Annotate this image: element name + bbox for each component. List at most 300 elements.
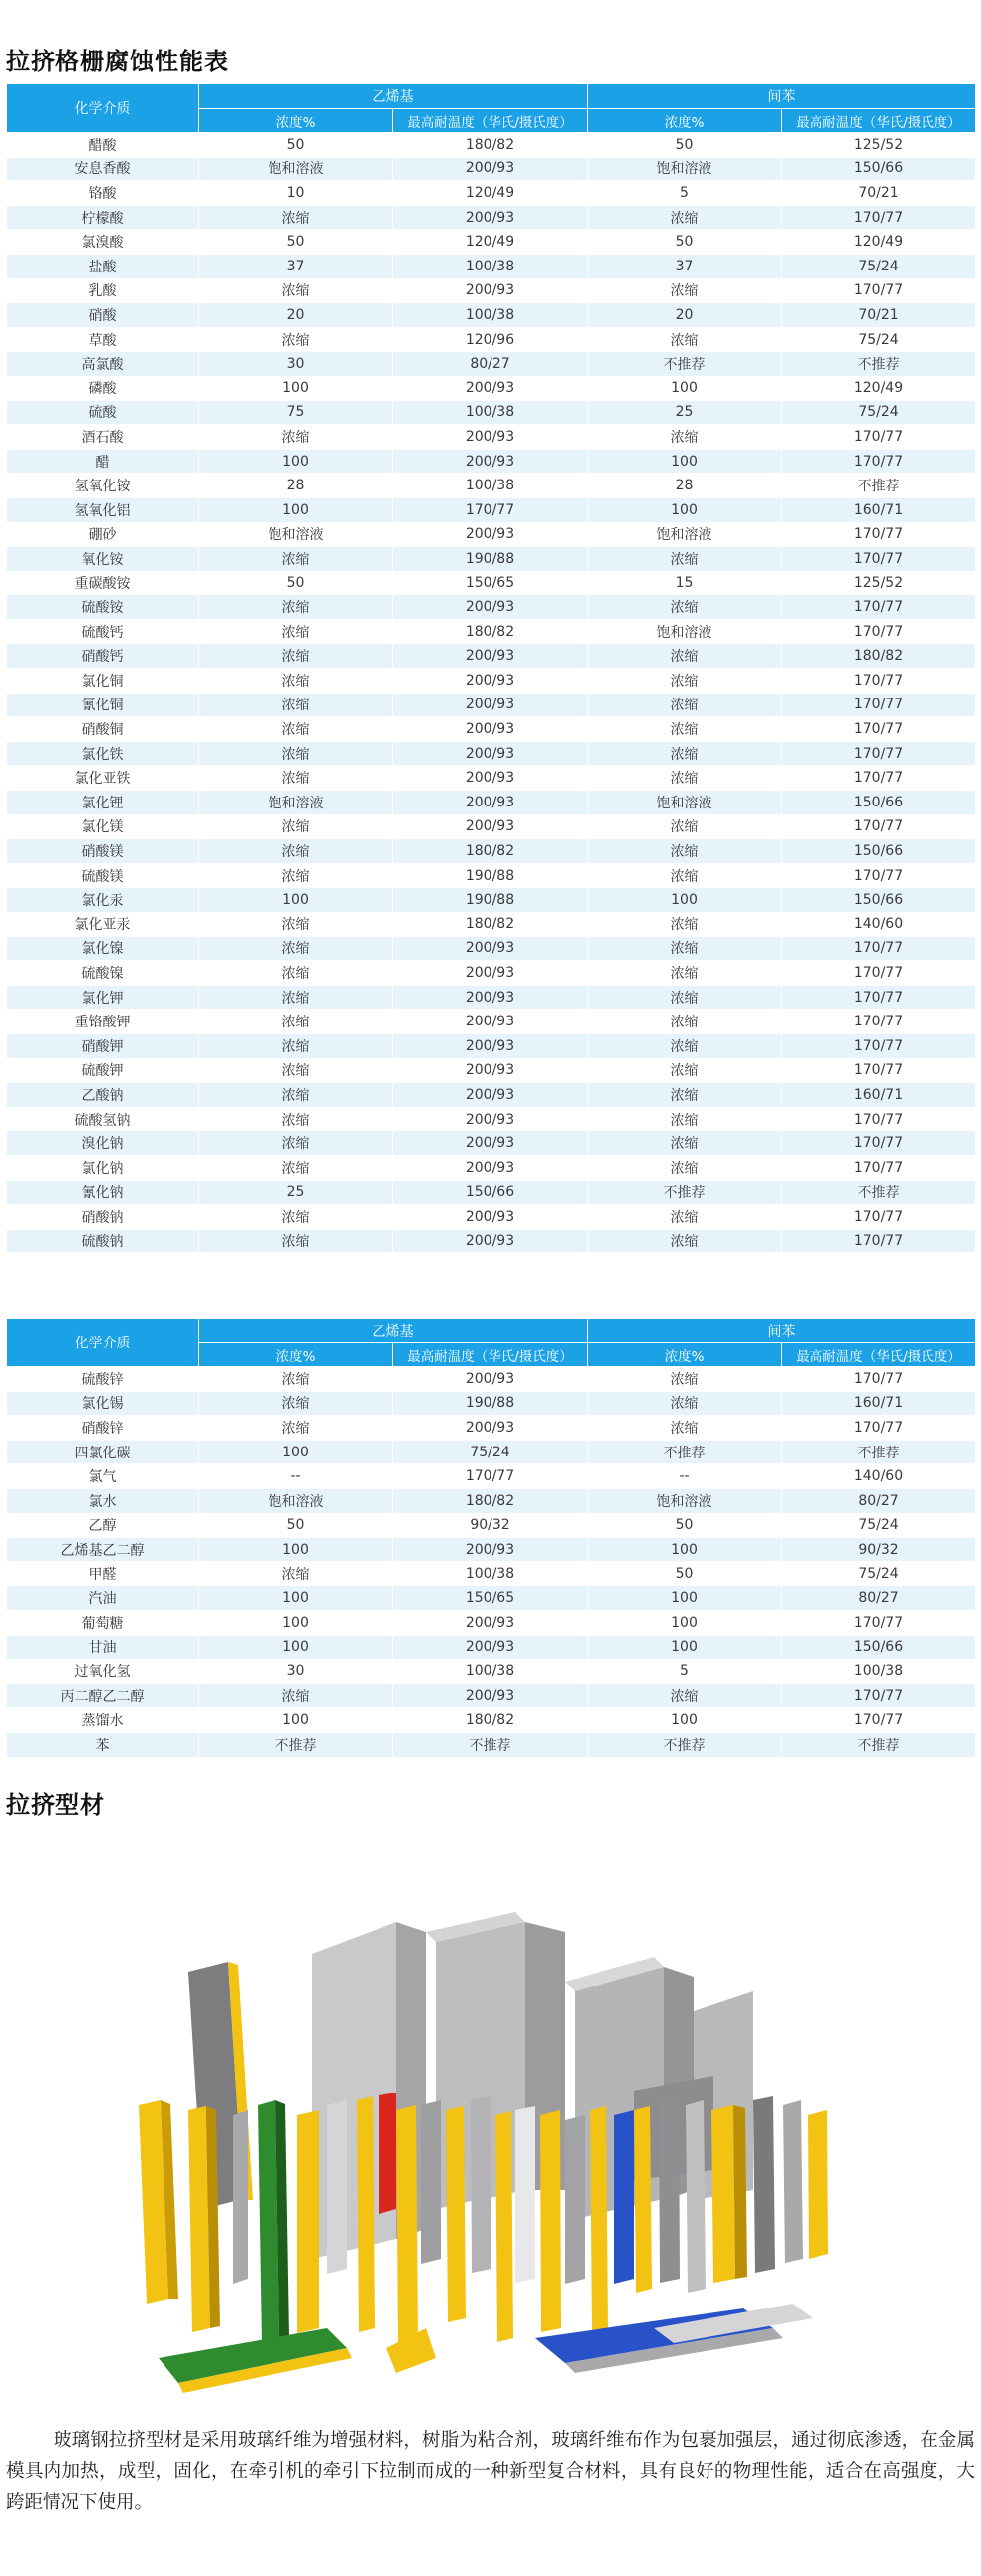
table-row — [7, 1586, 976, 1611]
value-cell: 浓缩 — [199, 1083, 393, 1108]
value-cell: -- — [588, 1464, 782, 1489]
chemical-name-cell: 硫酸钙 — [7, 619, 199, 644]
value-cell: 浓缩 — [199, 1010, 393, 1034]
chemical-name-cell: 重铬酸钾 — [7, 1010, 199, 1034]
value-cell: 浓缩 — [588, 1367, 782, 1392]
chemical-name-cell: 硝酸钙 — [7, 644, 199, 669]
value-cell: 200/93 — [393, 741, 588, 766]
value-cell: 50 — [588, 133, 782, 158]
value-cell: 饱和溶液 — [588, 619, 782, 644]
header-max-temp: 最高耐温度（华氏/摄氏度） — [782, 1343, 976, 1367]
value-cell: 15 — [588, 571, 782, 595]
table-row — [7, 230, 976, 255]
value-cell: 100 — [199, 1708, 393, 1733]
value-cell: 100 — [588, 376, 782, 400]
value-cell: 浓缩 — [199, 1033, 393, 1058]
value-cell: 100 — [588, 1610, 782, 1635]
chemical-name-cell: 硼砂 — [7, 522, 199, 547]
value-cell: 200/93 — [393, 1033, 588, 1058]
chemical-name-cell: 葡萄糖 — [7, 1610, 199, 1635]
value-cell: 30 — [199, 1660, 393, 1684]
value-cell: 浓缩 — [588, 595, 782, 620]
value-cell: 浓缩 — [588, 839, 782, 864]
value-cell: 200/93 — [393, 1131, 588, 1156]
chemical-name-cell: 酒石酸 — [7, 425, 199, 450]
chemical-name-cell: 氰化铜 — [7, 693, 199, 717]
value-cell: 100 — [588, 1538, 782, 1562]
value-cell: 100 — [588, 449, 782, 474]
chemical-name-cell: 安息香酸 — [7, 157, 199, 181]
value-cell: 浓缩 — [588, 205, 782, 230]
value-cell: 75/24 — [782, 400, 976, 425]
corrosion-table-1 — [6, 83, 976, 1253]
chemical-name-cell: 硫酸锌 — [7, 1367, 199, 1392]
value-cell: 170/77 — [782, 1610, 976, 1635]
chemical-name-cell: 氯化亚铁 — [7, 766, 199, 791]
value-cell: 浓缩 — [588, 693, 782, 717]
value-cell: 浓缩 — [588, 425, 782, 450]
table-row — [7, 303, 976, 328]
value-cell: 浓缩 — [199, 547, 393, 572]
chemical-name-cell: 氯化钾 — [7, 985, 199, 1010]
value-cell: 180/82 — [393, 839, 588, 864]
value-cell: 170/77 — [782, 985, 976, 1010]
value-cell: 浓缩 — [199, 1229, 393, 1253]
table-row — [7, 766, 976, 791]
table-row — [7, 327, 976, 352]
frp-profiles-image — [99, 1863, 892, 2417]
table-row — [7, 1083, 976, 1108]
chemical-name-cell: 柠檬酸 — [7, 205, 199, 230]
chemical-name-cell: 硝酸锌 — [7, 1416, 199, 1441]
value-cell: 200/93 — [393, 985, 588, 1010]
profiles-description: 玻璃钢拉挤型材是采用玻璃纤维为增强材料，树脂为粘合剂，玻璃纤维布作为包裹加强层，通过彻底渗透，在金属模具内加热，成型，固化，在牵引机的牵引下拉制而成的一种新型复合材料，具有良好的物理性能，适合在高强度，大跨距情况下使用。 — [6, 2430, 975, 2513]
table-row — [7, 1635, 976, 1660]
value-cell: 200/93 — [393, 1155, 588, 1180]
value-cell: 200/93 — [393, 278, 588, 303]
value-cell: 170/77 — [782, 1205, 976, 1230]
profiles-section-title: 拉挤型材 — [6, 1791, 105, 1819]
value-cell: 190/88 — [393, 1391, 588, 1416]
value-cell: 140/60 — [782, 1464, 976, 1489]
table-row — [7, 1660, 976, 1684]
value-cell: 170/77 — [782, 1708, 976, 1733]
table-row — [7, 425, 976, 450]
chemical-name-cell: 氧化铵 — [7, 547, 199, 572]
value-cell: 100 — [199, 1538, 393, 1562]
value-cell: 200/93 — [393, 595, 588, 620]
value-cell: 浓缩 — [199, 961, 393, 986]
value-cell: 浓缩 — [588, 1058, 782, 1083]
value-cell: 170/77 — [782, 863, 976, 888]
value-cell: 37 — [199, 254, 393, 278]
table-row — [7, 619, 976, 644]
chemical-name-cell: 硝酸 — [7, 303, 199, 328]
chemical-name-cell: 蒸馏水 — [7, 1708, 199, 1733]
value-cell: 浓缩 — [199, 1416, 393, 1441]
value-cell: 浓缩 — [199, 669, 393, 694]
value-cell: 180/82 — [393, 912, 588, 937]
value-cell: 不推荐 — [782, 474, 976, 498]
value-cell: 100 — [588, 888, 782, 912]
table-row — [7, 595, 976, 620]
chemical-name-cell: 醋 — [7, 449, 199, 474]
value-cell: 120/49 — [782, 230, 976, 255]
value-cell: 50 — [588, 1561, 782, 1586]
value-cell: 150/66 — [782, 791, 976, 815]
value-cell: 80/27 — [393, 352, 588, 376]
chemical-name-cell: 硝酸钾 — [7, 1033, 199, 1058]
table-row — [7, 1229, 976, 1253]
chemical-name-cell: 乳酸 — [7, 278, 199, 303]
table-row — [7, 1010, 976, 1034]
value-cell: 200/93 — [393, 693, 588, 717]
value-cell: 200/93 — [393, 522, 588, 547]
chemical-name-cell: 醋酸 — [7, 133, 199, 158]
value-cell: 200/93 — [393, 766, 588, 791]
value-cell: 浓缩 — [199, 1058, 393, 1083]
value-cell: 180/82 — [393, 133, 588, 158]
value-cell: 浓缩 — [199, 936, 393, 961]
value-cell: 浓缩 — [588, 1205, 782, 1230]
chemical-name-cell: 苯 — [7, 1732, 199, 1757]
table-row — [7, 352, 976, 376]
value-cell: 浓缩 — [588, 1391, 782, 1416]
value-cell: 饱和溶液 — [199, 157, 393, 181]
value-cell: 浓缩 — [199, 985, 393, 1010]
value-cell: 90/32 — [393, 1513, 588, 1538]
value-cell: 浓缩 — [588, 717, 782, 742]
chemical-name-cell: 草酸 — [7, 327, 199, 352]
header-max-temp: 最高耐温度（华氏/摄氏度） — [393, 1343, 588, 1367]
table-row — [7, 1107, 976, 1131]
chemical-name-cell: 氯化亚汞 — [7, 912, 199, 937]
value-cell: 150/66 — [782, 157, 976, 181]
value-cell: 浓缩 — [199, 644, 393, 669]
value-cell: 5 — [588, 1660, 782, 1684]
table-row — [7, 1440, 976, 1464]
value-cell: 25 — [588, 400, 782, 425]
value-cell: 浓缩 — [199, 741, 393, 766]
table-row — [7, 133, 976, 158]
value-cell: 160/71 — [782, 1083, 976, 1108]
value-cell: 浓缩 — [588, 1229, 782, 1253]
chemical-name-cell: 硝酸钠 — [7, 1205, 199, 1230]
table-row — [7, 547, 976, 572]
table-row — [7, 644, 976, 669]
value-cell: 饱和溶液 — [199, 1488, 393, 1513]
value-cell: 70/21 — [782, 181, 976, 206]
table-row — [7, 1538, 976, 1562]
value-cell: 浓缩 — [199, 766, 393, 791]
value-cell: 170/77 — [782, 1107, 976, 1131]
value-cell: 浓缩 — [199, 205, 393, 230]
value-cell: 28 — [588, 474, 782, 498]
value-cell: 不推荐 — [588, 1732, 782, 1757]
table-row — [7, 717, 976, 742]
value-cell: 不推荐 — [782, 1732, 976, 1757]
value-cell: 浓缩 — [588, 814, 782, 839]
value-cell: 20 — [199, 303, 393, 328]
value-cell: 28 — [199, 474, 393, 498]
value-cell: 75/24 — [782, 254, 976, 278]
value-cell: 浓缩 — [199, 1107, 393, 1131]
chemical-name-cell: 甘油 — [7, 1635, 199, 1660]
table-row — [7, 522, 976, 547]
table-row — [7, 376, 976, 400]
value-cell: 200/93 — [393, 1683, 588, 1708]
value-cell: 170/77 — [782, 1155, 976, 1180]
value-cell: 50 — [588, 1513, 782, 1538]
value-cell: 浓缩 — [199, 912, 393, 937]
value-cell: 125/52 — [782, 571, 976, 595]
value-cell: 170/77 — [782, 1131, 976, 1156]
value-cell: 200/93 — [393, 1367, 588, 1392]
value-cell: 170/77 — [782, 1010, 976, 1034]
table-row — [7, 791, 976, 815]
chemical-name-cell: 氢氧化铝 — [7, 497, 199, 522]
value-cell: 100 — [199, 376, 393, 400]
value-cell: 200/93 — [393, 814, 588, 839]
value-cell: 不推荐 — [782, 352, 976, 376]
chemical-name-cell: 氯化铁 — [7, 741, 199, 766]
value-cell: 37 — [588, 254, 782, 278]
value-cell: 浓缩 — [199, 1367, 393, 1392]
chemical-name-cell: 过氧化氢 — [7, 1660, 199, 1684]
value-cell: 160/71 — [782, 1391, 976, 1416]
header-max-temp: 最高耐温度（华氏/摄氏度） — [782, 109, 976, 133]
value-cell: 180/82 — [782, 644, 976, 669]
value-cell: 100 — [588, 497, 782, 522]
value-cell: 150/66 — [782, 1635, 976, 1660]
value-cell: 不推荐 — [199, 1732, 393, 1757]
value-cell: 80/27 — [782, 1488, 976, 1513]
chemical-name-cell: 氯气 — [7, 1464, 199, 1489]
corrosion-table-title: 拉挤格栅腐蚀性能表 — [6, 48, 229, 75]
value-cell: 200/93 — [393, 1205, 588, 1230]
value-cell: 浓缩 — [199, 278, 393, 303]
value-cell: 浓缩 — [588, 936, 782, 961]
value-cell: 浓缩 — [199, 1155, 393, 1180]
value-cell: 170/77 — [782, 547, 976, 572]
value-cell: 170/77 — [782, 717, 976, 742]
value-cell: 170/77 — [782, 814, 976, 839]
header-max-temp: 最高耐温度（华氏/摄氏度） — [393, 109, 588, 133]
value-cell: 170/77 — [782, 522, 976, 547]
value-cell: 饱和溶液 — [199, 522, 393, 547]
header-vinyl-ester: 乙烯基 — [199, 1319, 588, 1343]
table-row — [7, 449, 976, 474]
value-cell: 170/77 — [393, 1464, 588, 1489]
chemical-name-cell: 硫酸钠 — [7, 1229, 199, 1253]
table-row — [7, 1131, 976, 1156]
header-isophthalic: 间苯 — [588, 84, 976, 109]
value-cell: 180/82 — [393, 619, 588, 644]
value-cell: 150/66 — [782, 888, 976, 912]
value-cell: 20 — [588, 303, 782, 328]
chemical-name-cell: 氯化铜 — [7, 669, 199, 694]
value-cell: 170/77 — [782, 1058, 976, 1083]
value-cell: 浓缩 — [199, 619, 393, 644]
value-cell: 80/27 — [782, 1586, 976, 1611]
table-row — [7, 474, 976, 498]
value-cell: 不推荐 — [588, 352, 782, 376]
chemical-name-cell: 硝酸镁 — [7, 839, 199, 864]
table-row — [7, 839, 976, 864]
table-row — [7, 1033, 976, 1058]
table-row — [7, 400, 976, 425]
value-cell: 100/38 — [393, 474, 588, 498]
value-cell: 190/88 — [393, 547, 588, 572]
value-cell: 170/77 — [782, 1416, 976, 1441]
value-cell: 170/77 — [782, 1033, 976, 1058]
table-row — [7, 985, 976, 1010]
value-cell: 30 — [199, 352, 393, 376]
value-cell: 100 — [588, 1635, 782, 1660]
value-cell: 140/60 — [782, 912, 976, 937]
table-row — [7, 157, 976, 181]
value-cell: 75/24 — [393, 1440, 588, 1464]
value-cell: 100 — [199, 497, 393, 522]
chemical-name-cell: 乙醇 — [7, 1513, 199, 1538]
value-cell: 120/49 — [393, 230, 588, 255]
value-cell: 170/77 — [782, 766, 976, 791]
value-cell: 浓缩 — [199, 1683, 393, 1708]
value-cell: 浓缩 — [588, 327, 782, 352]
value-cell: 100/38 — [393, 303, 588, 328]
value-cell: 浓缩 — [199, 1205, 393, 1230]
chemical-name-cell: 氯水 — [7, 1488, 199, 1513]
table-row — [7, 1367, 976, 1392]
value-cell: 浓缩 — [588, 1416, 782, 1441]
header-concentration: 浓度% — [199, 1343, 393, 1367]
value-cell: 150/66 — [393, 1180, 588, 1205]
chemical-name-cell: 高氯酸 — [7, 352, 199, 376]
chemical-name-cell: 氯化镁 — [7, 814, 199, 839]
value-cell: 浓缩 — [199, 425, 393, 450]
value-cell: 190/88 — [393, 863, 588, 888]
value-cell: 170/77 — [782, 936, 976, 961]
chemical-name-cell: 氢氧化铵 — [7, 474, 199, 498]
value-cell: 150/66 — [782, 839, 976, 864]
table-row — [7, 1683, 976, 1708]
value-cell: 浓缩 — [588, 912, 782, 937]
value-cell: 170/77 — [782, 1367, 976, 1392]
chemical-name-cell: 硫酸氢钠 — [7, 1107, 199, 1131]
value-cell: 浓缩 — [588, 766, 782, 791]
value-cell: 浓缩 — [588, 1131, 782, 1156]
value-cell: 浓缩 — [588, 1107, 782, 1131]
value-cell: 浓缩 — [588, 1033, 782, 1058]
table-row — [7, 205, 976, 230]
value-cell: 200/93 — [393, 1107, 588, 1131]
chemical-name-cell: 汽油 — [7, 1586, 199, 1611]
value-cell: 浓缩 — [588, 985, 782, 1010]
value-cell: 100/38 — [393, 1660, 588, 1684]
value-cell: -- — [199, 1464, 393, 1489]
value-cell: 浓缩 — [588, 1083, 782, 1108]
value-cell: 浓缩 — [199, 814, 393, 839]
value-cell: 170/77 — [782, 693, 976, 717]
value-cell: 200/93 — [393, 1010, 588, 1034]
value-cell: 200/93 — [393, 717, 588, 742]
value-cell: 10 — [199, 181, 393, 206]
table-row — [7, 741, 976, 766]
value-cell: 浓缩 — [199, 595, 393, 620]
value-cell: 170/77 — [782, 669, 976, 694]
table-row — [7, 497, 976, 522]
value-cell: 125/52 — [782, 133, 976, 158]
chemical-name-cell: 磷酸 — [7, 376, 199, 400]
value-cell: 200/93 — [393, 1058, 588, 1083]
value-cell: 120/49 — [782, 376, 976, 400]
value-cell: 170/77 — [782, 449, 976, 474]
corrosion-table-2 — [6, 1318, 976, 1758]
chemical-name-cell: 硫酸镁 — [7, 863, 199, 888]
value-cell: 浓缩 — [588, 741, 782, 766]
table-row — [7, 669, 976, 694]
value-cell: 200/93 — [393, 1635, 588, 1660]
value-cell: 180/82 — [393, 1708, 588, 1733]
value-cell: 饱和溶液 — [588, 1488, 782, 1513]
value-cell: 170/77 — [782, 1229, 976, 1253]
value-cell: 100/38 — [393, 400, 588, 425]
value-cell: 100 — [199, 1635, 393, 1660]
value-cell: 170/77 — [782, 961, 976, 986]
value-cell: 100/38 — [393, 254, 588, 278]
value-cell: 饱和溶液 — [588, 157, 782, 181]
table-row — [7, 1464, 976, 1489]
value-cell: 120/49 — [393, 181, 588, 206]
value-cell: 浓缩 — [199, 1391, 393, 1416]
value-cell: 150/65 — [393, 1586, 588, 1611]
value-cell: 50 — [199, 230, 393, 255]
value-cell: 浓缩 — [199, 863, 393, 888]
value-cell: 浓缩 — [588, 1155, 782, 1180]
value-cell: 浓缩 — [588, 1683, 782, 1708]
chemical-name-cell: 氯化钠 — [7, 1155, 199, 1180]
value-cell: 不推荐 — [588, 1440, 782, 1464]
header-concentration: 浓度% — [588, 109, 782, 133]
value-cell: 200/93 — [393, 936, 588, 961]
value-cell: 200/93 — [393, 961, 588, 986]
table-row — [7, 181, 976, 206]
value-cell: 100 — [199, 1440, 393, 1464]
value-cell: 200/93 — [393, 1416, 588, 1441]
table-row — [7, 936, 976, 961]
value-cell: 浓缩 — [199, 693, 393, 717]
value-cell: 170/77 — [782, 205, 976, 230]
table-row — [7, 863, 976, 888]
chemical-name-cell: 硫酸铵 — [7, 595, 199, 620]
value-cell: 170/77 — [782, 619, 976, 644]
value-cell: 饱和溶液 — [588, 522, 782, 547]
value-cell: 不推荐 — [588, 1180, 782, 1205]
table-row — [7, 1205, 976, 1230]
value-cell: 浓缩 — [588, 278, 782, 303]
value-cell: 饱和溶液 — [199, 791, 393, 815]
value-cell: 75/24 — [782, 1561, 976, 1586]
value-cell: 150/65 — [393, 571, 588, 595]
value-cell: 120/96 — [393, 327, 588, 352]
value-cell: 200/93 — [393, 1610, 588, 1635]
value-cell: 浓缩 — [588, 1010, 782, 1034]
value-cell: 浓缩 — [588, 669, 782, 694]
value-cell: 25 — [199, 1180, 393, 1205]
chemical-name-cell: 硫酸镍 — [7, 961, 199, 986]
value-cell: 170/77 — [782, 741, 976, 766]
value-cell: 浓缩 — [588, 644, 782, 669]
